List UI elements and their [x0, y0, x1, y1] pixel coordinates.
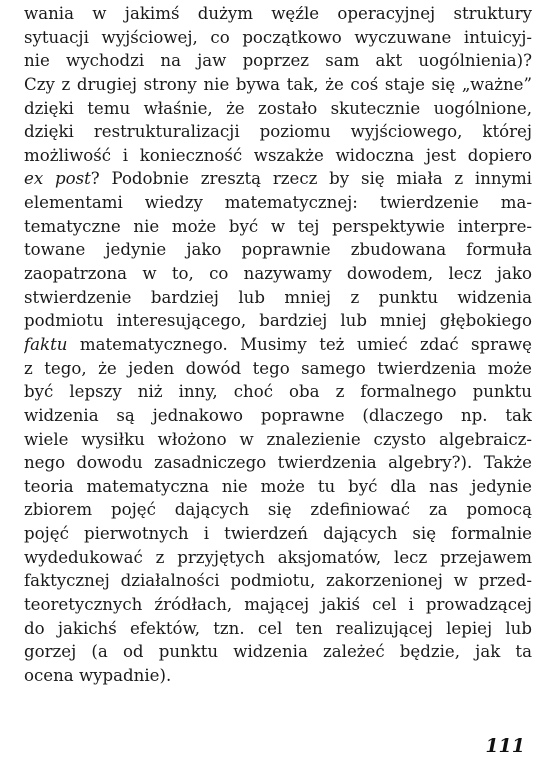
text-line: wania w jakimś dużym węźle operacyjnej struktury [24, 4, 532, 23]
text-line: Czy z drugiej strony nie bywa tak, że coś staje się „ważne” [24, 74, 532, 94]
text-line: nie wychodzi na jaw poprzez sam akt uogólnienia)? [24, 51, 532, 71]
text-line: być lepszy niż inny, choć oba z formalnego punktu [24, 382, 532, 402]
page-body [24, 2, 532, 688]
text-line: pojęć pierwotnych i twierdzeń dających się formalnie [24, 524, 532, 544]
text-line: sytuacji wyjściowej, co początkowo wyczuwane intuicyj- [24, 27, 532, 47]
italic-phrase: ex post [24, 169, 91, 189]
text-line: ocena wypadnie). [24, 665, 172, 685]
text-line [24, 333, 532, 357]
text-line [24, 167, 532, 191]
text-line: elementami wiedzy matematycznej: twierdzenie ma- [24, 193, 532, 213]
text-line: dzięki temu właśnie, że zostało skutecznie uogólnione, [24, 98, 532, 118]
text-line: nego dowodu zasadniczego twierdzenia algebry?). Także [24, 453, 532, 473]
text-run: matematycznego. Musimy też umieć zdać sprawę [67, 334, 532, 354]
text-line: stwierdzenie bardziej lub mniej z punktu widzenia [24, 287, 532, 307]
text-line: teoretycznych źródłach, mającej jakiś cel i prowadzącej [24, 595, 532, 615]
page-number: 111 [485, 735, 525, 757]
text-run: ? Podobnie zresztą rzecz by się miała z innymi [90, 169, 532, 189]
text-line: wydedukować z przyjętych aksjomatów, lecz przejawem [24, 547, 532, 567]
italic-word: faktu [24, 334, 68, 354]
text-line: do jakichś efektów, tzn. cel ten realizującej lepiej lub [24, 618, 532, 638]
text-line: zaopatrzona w to, co nazywamy dowodem, lecz jako [24, 264, 532, 284]
text-line: teoria matematyczna nie może tu być dla nas jedynie [24, 476, 532, 496]
text-line: możliwość i konieczność wszakże widoczna jest dopiero [24, 145, 532, 165]
text-line: dzięki restrukturalizacji poziomu wyjściowego, której [24, 122, 532, 142]
text-line: podmiotu interesującego, bardziej lub mniej głębokiego [24, 311, 532, 331]
text-line: wiele wysiłku włożono w znalezienie czysto algebraicz- [24, 429, 532, 449]
text-line: tematyczne nie może być w tej perspektywie interpre- [24, 216, 532, 236]
text-line: zbiorem pojęć dających się zdefiniować za pomocą [24, 500, 532, 520]
text-line: widzenia są jednakowo poprawne (dlaczego np. tak [24, 405, 532, 425]
text-line: towane jedynie jako poprawnie zbudowana formuła [24, 240, 532, 260]
text-line: z tego, że jeden dowód tego samego twierdzenia może [24, 358, 532, 378]
text-line: gorzej (a od punktu widzenia zależeć będzie, jak ta [24, 642, 532, 662]
text-line: faktycznej działalności podmiotu, zakorzenionej w przed- [24, 571, 532, 591]
